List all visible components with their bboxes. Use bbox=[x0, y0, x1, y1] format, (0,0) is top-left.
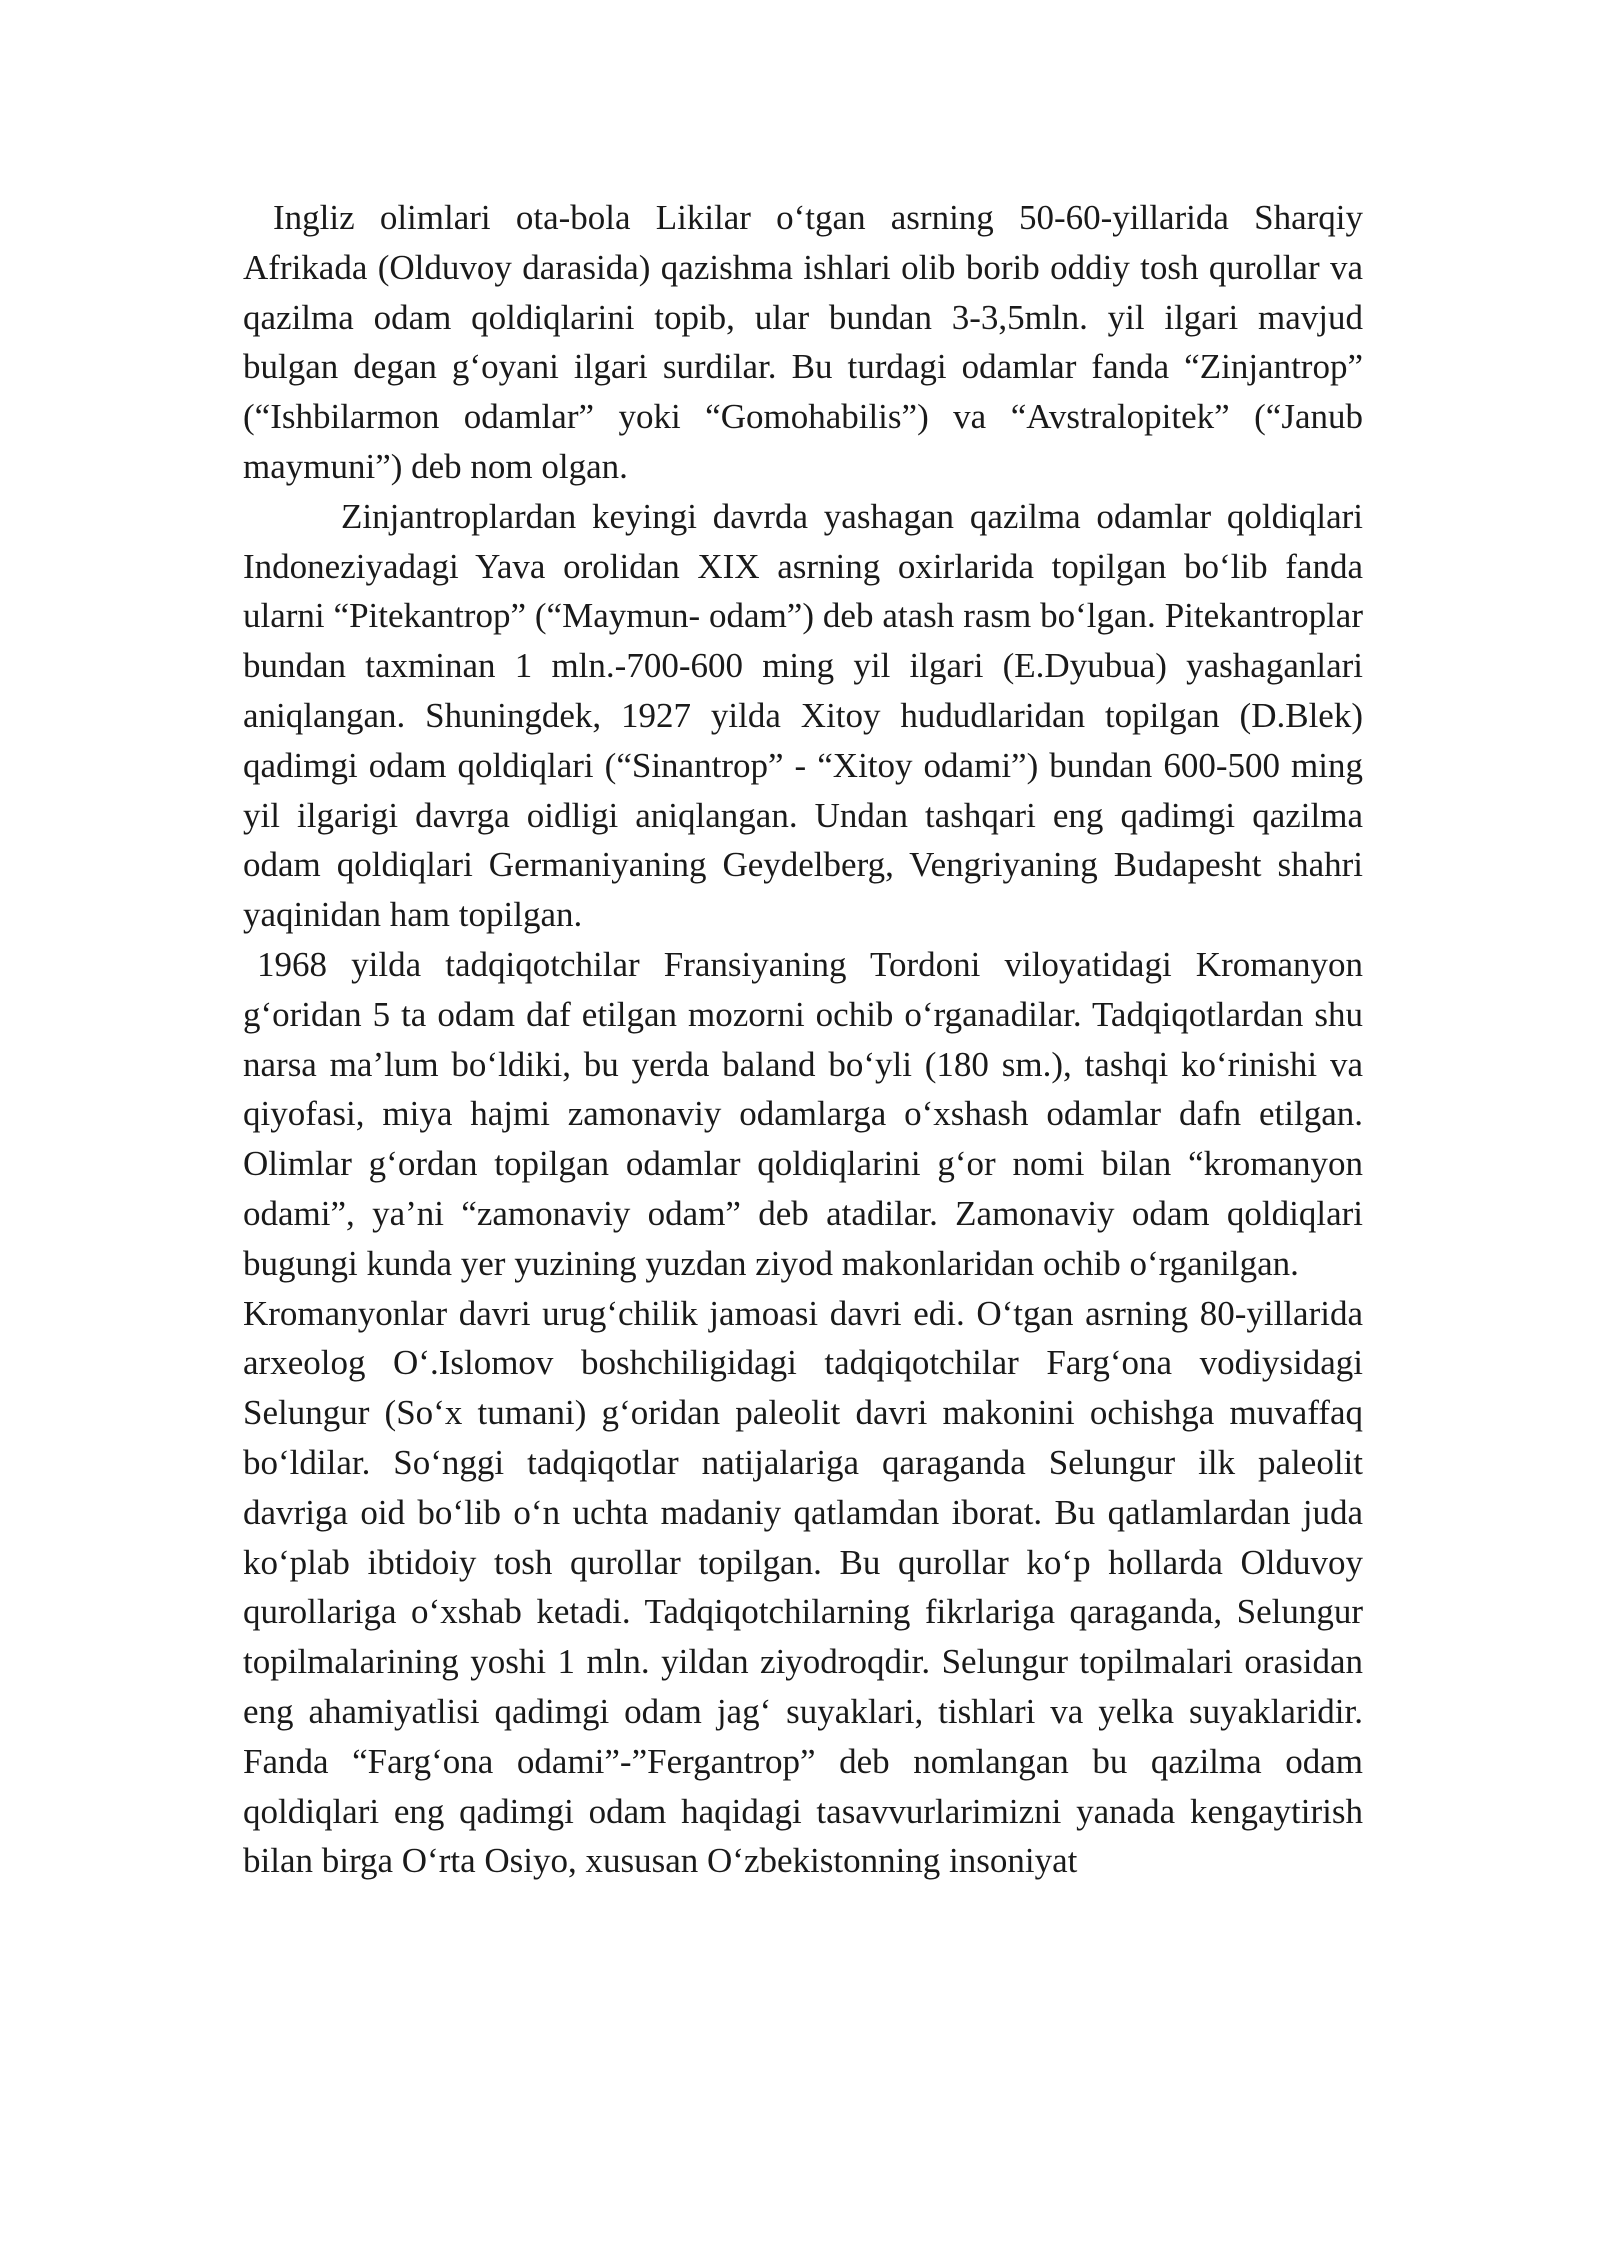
body-text bbox=[243, 193, 1363, 1886]
paragraph-pitekantrop-sinantrop: Zinjantroplardan keyingi davrda yashagan qazilma odamlar qoldiqlari Indoneziyadagi Yava orolidan XIX asrning oxirlarida topilgan bo‘lib fanda ularni “Pitekantrop” (“Maymun- odam”) deb atash rasm bo‘lgan. Pitekantroplar bundan taxminan 1 mln.-700-600 ming yil ilgari (E.Dyubua) yashaganlari aniqlangan. Shuningdek, 1927 yilda Xitoy hududlaridan topilgan (D.Blek) qadimgi odam qoldiqlari (“Sinantrop” - “Xitoy odami”) bundan 600-500 ming yil ilgarigi davrga oidligi aniqlangan. Undan tashqari eng qadimgi qazilma odam qoldiqlari Germaniyaning Geydelberg, Vengriyaning Budapesht shahri yaqinidan ham topilgan. bbox=[243, 496, 1363, 935]
paragraph-likilar-olduvoy: Ingliz olimlari ota-bola Likilar o‘tgan asrning 50-60-yillarida Sharqiy Afrikada (Olduvoy darasida) qazishma ishlari olib borib oddiy tosh qurollar va qazilma odam qoldiqlarini topib, ular bundan 3-3,5mln. yil ilgari mavjud bulgan degan g‘oyani ilgari surdilar. Bu turdagi odamlar fanda “Zinjantrop” (“Ishbilarmon odamlar” yoki “Gomohabilis”) va “Avstralopitek” (“Janub maymuni”) deb nom olgan. bbox=[243, 198, 1363, 486]
paragraph-selungur-fergantrop: Kromanyonlar davri urug‘chilik jamoasi davri edi. O‘tgan asrning 80-yillarida arxeolog O‘.Islomov boshchiligidagi tadqiqotchilar Farg‘ona vodiysidagi Selungur (So‘x tumani) g‘oridan paleolit davri makonini ochishga muvaffaq bo‘ldilar. So‘nggi tadqiqotlar natijalariga qaraganda Selungur ilk paleolit davriga oid bo‘lib o‘n uchta madaniy qatlamdan iborat. Bu qatlamlardan juda ko‘plab ibtidoiy tosh qurollar topilgan. Bu qurollar ko‘p hollarda Olduvoy qurollariga o‘xshab ketadi. Tadqiqotchilarning fikrlariga qaraganda, Selungur topilmalarining yoshi 1 mln. yildan ziyodroqdir. Selungur topilmalari orasidan eng ahamiyatlisi qadimgi odam jag‘ suyaklari, tishlari va yelka suyaklaridir. Fanda “Farg‘ona odami”-”Fergantrop” deb nomlangan bu qazilma odam qoldiqlari eng qadimgi odam haqidagi tasavvurlarimizni yanada kengaytirish bilan birga O‘rta Osiyo, xususan O‘zbekistonning insoniyat bbox=[243, 1293, 1363, 1881]
paragraph-kromanyon: 1968 yilda tadqiqotchilar Fransiyaning Tordoni viloyatidagi Kromanyon g‘oridan 5 ta odam daf etilgan mozorni ochib o‘rganadilar. Tadqiqotlardan shu narsa ma’lum bo‘ldiki, bu yerda baland bo‘yli (180 sm.), tashqi ko‘rinishi va qiyofasi, miya hajmi zamonaviy odamlarga o‘xshash odamlar dafn etilgan. Olimlar g‘ordan topilgan odamlar qoldiqlarini g‘or nomi bilan “kromanyon odami”, ya’ni “zamonaviy odam” deb atadilar. Zamonaviy odam qoldiqlari bugungi kunda yer yuzining yuzdan ziyod makonlaridan ochib o‘rganilgan. bbox=[243, 944, 1363, 1283]
